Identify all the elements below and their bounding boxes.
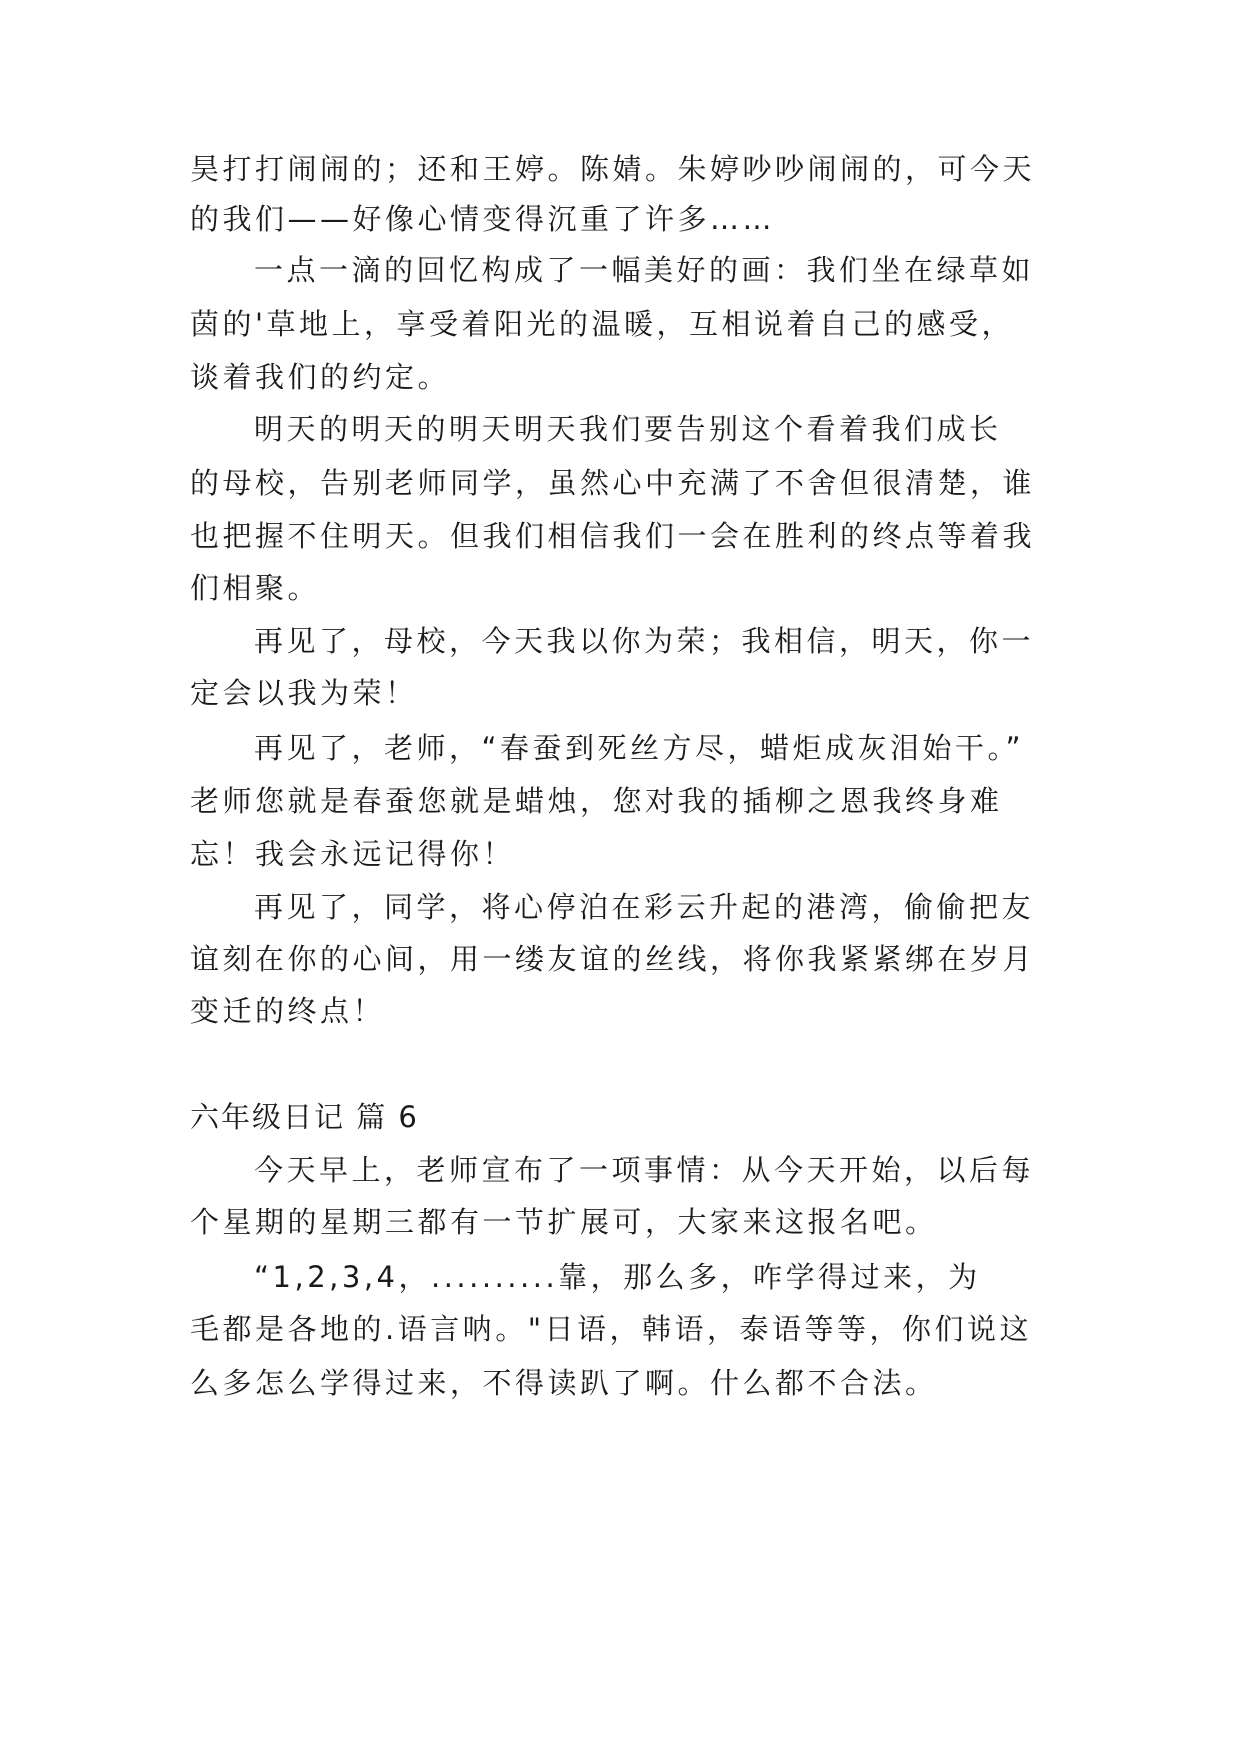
paragraph-line: 再见了，同学，将心停泊在彩云升起的港湾，偷偷把友 (254, 890, 1035, 924)
body-line: 谊刻在你的心间，用一缕友谊的丝线，将你我紧紧绑在岁月 (190, 942, 1036, 976)
body-line: 的我们——好像心情变得沉重了许多…… (190, 202, 776, 236)
body-line: 毛都是各地的.语言呐。"日语，韩语，泰语等等，你们说这 (190, 1312, 1033, 1346)
section-title: 六年级日记 篇 6 (190, 1100, 419, 1134)
body-line: 忘！我会永远记得你！ (190, 837, 516, 871)
body-line: 个星期的星期三都有一节扩展可，大家来这报名吧。 (190, 1205, 938, 1239)
body-line: 老师您就是春蚕您就是蜡烛，您对我的插柳之恩我终身难 (190, 784, 1003, 818)
body-line: 定会以我为荣！ (190, 676, 418, 710)
body-line: 们相聚。 (190, 571, 321, 605)
body-line: 的母校，告别老师同学，虽然心中充满了不舍但很清楚，谁 (190, 466, 1036, 500)
paragraph-line: 再见了，母校，今天我以你为荣；我相信，明天，你一 (254, 624, 1035, 658)
body-line: 茵的'草地上，享受着阳光的温暖，互相说着自己的感受， (190, 307, 1014, 341)
body-line: 也把握不住明天。但我们相信我们一会在胜利的终点等着我 (190, 519, 1036, 553)
paragraph-line: 明天的明天的明天明天我们要告别这个看着我们成长 (254, 412, 1002, 446)
body-line: 昊打打闹闹的；还和王婷。陈婧。朱婷吵吵闹闹的，可今天 (190, 152, 1036, 186)
body-line: 变迁的终点！ (190, 994, 386, 1028)
body-line: 谈着我们的约定。 (190, 360, 451, 394)
paragraph-line: 一点一滴的回忆构成了一幅美好的画：我们坐在绿草如 (254, 253, 1035, 287)
body-line: 么多怎么学得过来，不得读趴了啊。什么都不合法。 (190, 1366, 938, 1400)
paragraph-line: 今天早上，老师宣布了一项事情：从今天开始，以后每 (254, 1153, 1035, 1187)
paragraph-line: “1,2,3,4，..........靠，那么多，咋学得过来，为 (254, 1260, 981, 1294)
paragraph-line: 再见了，老师，“春蚕到死丝方尽，蜡炬成灰泪始干。” (254, 731, 1025, 765)
